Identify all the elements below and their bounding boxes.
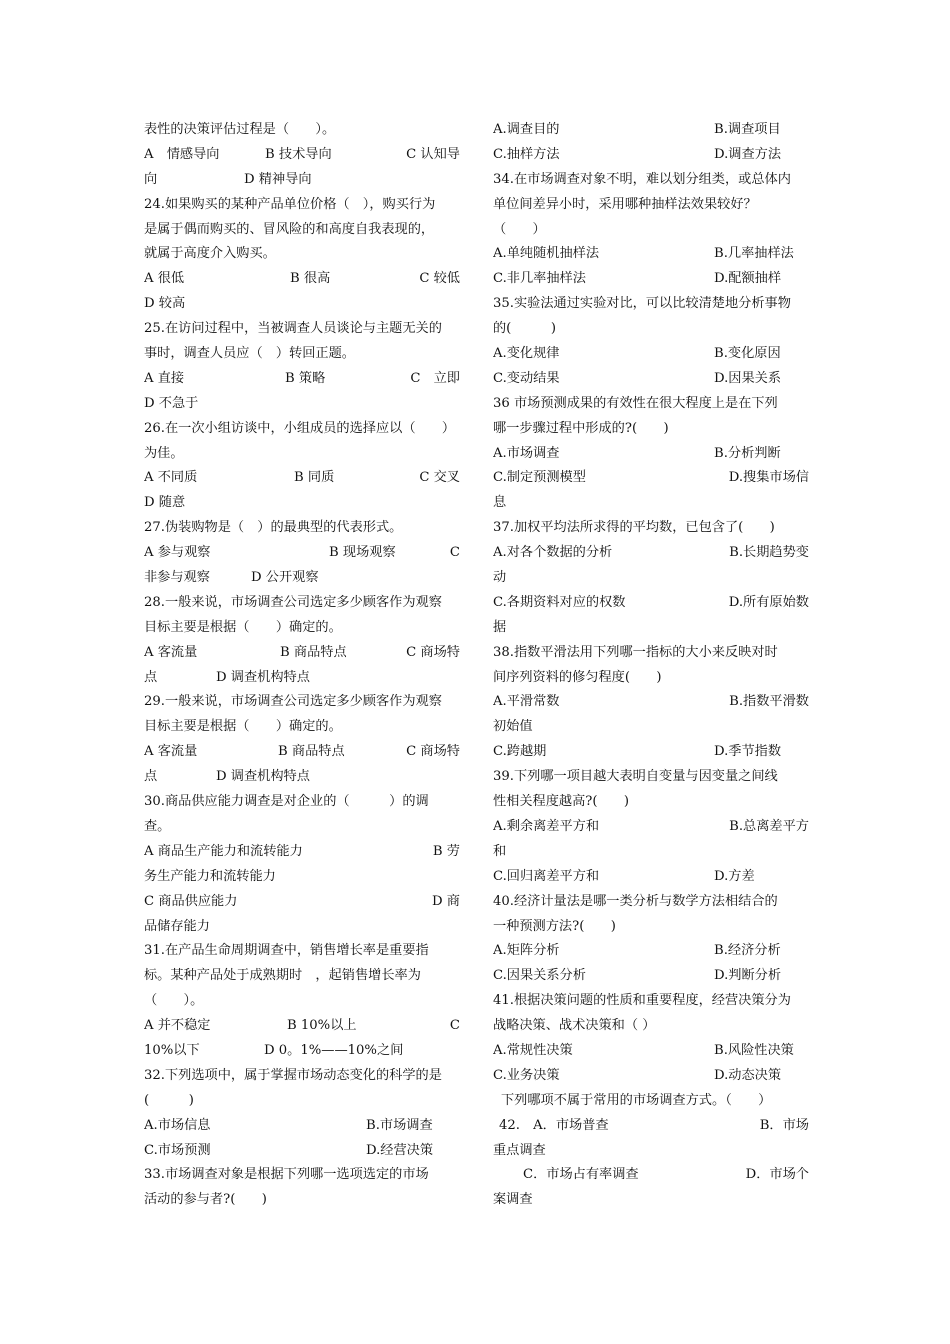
text-line: 38.指数平滑法用下列哪一指标的大小来反映对时 bbox=[493, 644, 778, 660]
options-line bbox=[493, 1163, 809, 1188]
text-line: （ ）。 bbox=[144, 993, 204, 1009]
options-line bbox=[493, 964, 809, 989]
option-a: 42. A．市场普查 bbox=[499, 1117, 609, 1133]
option-a: A.剩余离差平方和 bbox=[493, 818, 600, 834]
option-c: C.业务决策 bbox=[493, 1067, 560, 1083]
option-b: B.市场调查 bbox=[366, 1117, 433, 1133]
option-a: A.市场信息 bbox=[144, 1117, 211, 1133]
text-line: 哪一步骤过程中形成的?( ) bbox=[493, 420, 669, 436]
option-b: B 策略 bbox=[285, 370, 326, 386]
option-b: B 现场观察 bbox=[329, 545, 396, 561]
option-c: C 商场特 bbox=[406, 744, 460, 760]
options-line bbox=[493, 442, 809, 467]
option-c: C bbox=[449, 545, 460, 561]
option-b: B 同质 bbox=[294, 470, 335, 486]
text-line: 32.下列选项中，属于掌握市场动态变化的科学的是 bbox=[144, 1067, 442, 1083]
options-line bbox=[144, 1014, 460, 1039]
text-line: 务生产能力和流转能力 bbox=[144, 868, 276, 884]
options-line bbox=[144, 168, 460, 193]
text-line: 标。某种产品处于成熟期时 ，起销售增长率为 bbox=[144, 968, 421, 984]
text-line: 查。 bbox=[144, 818, 171, 834]
option-a: A.平滑常数 bbox=[493, 694, 560, 710]
text-line: 39.下列哪一项目越大表明自变量与因变量之间线 bbox=[493, 769, 778, 785]
text-line: 25.在访问过程中，当被调查人员谈论与主题无关的 bbox=[144, 321, 442, 337]
option-c: C bbox=[449, 1018, 460, 1034]
option-c: C.因果关系分析 bbox=[493, 968, 586, 984]
text-line: 37.加权平均法所求得的平均数，已包含了( ) bbox=[493, 520, 775, 536]
option-d: D.方差 bbox=[714, 868, 755, 884]
text-line: 下列哪项不属于常用的市场调查方式。（ ） bbox=[501, 1092, 772, 1108]
option-b: B.几率抽样法 bbox=[714, 246, 794, 262]
option-c: C 立即 bbox=[410, 370, 460, 386]
option-a: A.矩阵分析 bbox=[493, 943, 560, 959]
option-d: D.季节指数 bbox=[714, 744, 782, 760]
option-text: 点 bbox=[144, 669, 158, 685]
options-line bbox=[493, 690, 809, 715]
option-c: C.各期资料对应的权数 bbox=[493, 594, 626, 610]
option-d: D．市场个 bbox=[745, 1167, 809, 1183]
options-line bbox=[493, 118, 809, 143]
text-line: 事时，调查人员应（ ）转回正题。 bbox=[144, 346, 355, 362]
option-b: B 商品特点 bbox=[278, 744, 345, 760]
option-c: C.市场预测 bbox=[144, 1142, 211, 1158]
options-line bbox=[493, 342, 809, 367]
option-b: B.经济分析 bbox=[714, 943, 781, 959]
option-d: D.因果关系 bbox=[714, 370, 782, 386]
options-line bbox=[144, 890, 460, 915]
text-line: 重点调查 bbox=[493, 1142, 546, 1158]
text-line: 息 bbox=[493, 495, 507, 511]
option-a: A.单纯随机抽样法 bbox=[493, 246, 600, 262]
option-d: D 调查机构特点 bbox=[216, 769, 310, 785]
text-line: 单位间差异小时，采用哪种抽样法效果较好？ bbox=[493, 196, 757, 212]
option-a: A 客流量 bbox=[144, 744, 198, 760]
text-line: 29.一般来说，市场调查公司选定多少顾客作为观察 bbox=[144, 694, 442, 710]
option-c: C 认知导 bbox=[406, 146, 460, 162]
option-d: D.判断分析 bbox=[714, 968, 782, 984]
option-text: 10%以下 bbox=[144, 1042, 200, 1058]
option-d: D 公开观察 bbox=[251, 570, 319, 586]
option-c: C.抽样方法 bbox=[493, 146, 560, 162]
option-c: C 商场特 bbox=[406, 644, 460, 660]
text-line: 初始值 bbox=[493, 719, 533, 735]
option-a: A.调查目的 bbox=[493, 122, 560, 137]
option-text: 非参与观察 bbox=[144, 570, 210, 586]
text-line: 品储存能力 bbox=[144, 918, 210, 934]
options-line bbox=[493, 1039, 809, 1064]
text-line: 41.根据决策问题的性质和重要程度，经营决策分为 bbox=[493, 993, 791, 1009]
option-b: B 商品特点 bbox=[280, 644, 347, 660]
text-line: 战略决策、战术决策和（ ） bbox=[493, 1018, 656, 1034]
options-line bbox=[144, 367, 460, 392]
text-line: 28.一般来说，市场调查公司选定多少顾客作为观察 bbox=[144, 594, 442, 610]
option-a: A 直接 bbox=[144, 370, 185, 386]
text-line: 24.如果购买的某种产品单位价格（ ），购买行为 bbox=[144, 196, 436, 212]
text-line: 的( ) bbox=[493, 321, 557, 337]
option-b: B 劳 bbox=[432, 843, 460, 859]
option-c: C.变动结果 bbox=[493, 370, 560, 386]
option-a: A.市场调查 bbox=[493, 445, 560, 461]
options-line bbox=[493, 1114, 809, 1139]
text-line: 间序列资料的修匀程度( ) bbox=[493, 669, 662, 685]
options-line bbox=[144, 840, 460, 865]
options-line bbox=[144, 267, 460, 292]
text-line: 据 bbox=[493, 619, 507, 635]
text-line: 动 bbox=[493, 570, 507, 586]
options-line bbox=[493, 740, 809, 765]
option-d: D.调查方法 bbox=[714, 146, 782, 162]
option-b: B 10%以上 bbox=[287, 1018, 357, 1034]
option-a: A.常规性决策 bbox=[493, 1042, 573, 1058]
options-line bbox=[144, 1114, 460, 1139]
text-line: D 随意 bbox=[144, 495, 186, 511]
option-d: D.所有原始数 bbox=[728, 594, 809, 610]
options-line bbox=[144, 566, 460, 591]
option-c: C.非几率抽样法 bbox=[493, 271, 586, 287]
option-a: A 商品生产能力和流转能力 bbox=[144, 843, 303, 859]
options-line bbox=[493, 143, 809, 168]
options-line bbox=[493, 815, 809, 840]
option-d: D 精神导向 bbox=[244, 171, 312, 187]
option-a: A 很低 bbox=[144, 271, 185, 287]
option-b: B.调查项目 bbox=[714, 122, 781, 137]
left-column bbox=[144, 118, 460, 1213]
text-line: 27.伪装购物是（ ）的最典型的代表形式。 bbox=[144, 520, 403, 536]
text-line: 性相关程度越高?( ) bbox=[493, 794, 630, 810]
text-line: D 不急于 bbox=[144, 395, 199, 411]
options-line bbox=[493, 466, 809, 491]
text-line: 和 bbox=[493, 843, 507, 859]
option-d: D.配额抽样 bbox=[714, 271, 782, 287]
options-line bbox=[493, 367, 809, 392]
option-c: C．市场占有率调查 bbox=[523, 1167, 639, 1183]
option-text: 点 bbox=[144, 769, 158, 785]
options-line bbox=[144, 541, 460, 566]
option-a: A 不同质 bbox=[144, 470, 198, 486]
option-d: D 商 bbox=[432, 893, 460, 909]
option-b: B 技术导向 bbox=[265, 146, 332, 162]
option-d: D 调查机构特点 bbox=[216, 669, 310, 685]
options-line bbox=[144, 466, 460, 491]
text-line: D 较高 bbox=[144, 296, 186, 312]
option-a: A.对各个数据的分析 bbox=[493, 545, 613, 561]
text-line: 就属于高度介入购买。 bbox=[144, 246, 276, 262]
option-b: B 很高 bbox=[290, 271, 331, 287]
option-d: D.搜集市场信 bbox=[728, 470, 809, 486]
text-line: 26.在一次小组访谈中，小组成员的选择应以（ ） bbox=[144, 420, 456, 436]
text-line: 35.实验法通过实验对比，可以比较清楚地分析事物 bbox=[493, 296, 791, 312]
option-d: D.经营决策 bbox=[366, 1142, 434, 1158]
option-a: A 并不稳定 bbox=[144, 1018, 211, 1034]
option-d: D.动态决策 bbox=[714, 1067, 782, 1083]
options-line bbox=[493, 1064, 809, 1089]
options-line bbox=[144, 765, 460, 790]
options-line bbox=[144, 666, 460, 691]
right-column bbox=[493, 118, 809, 1213]
option-a: A 客流量 bbox=[144, 644, 198, 660]
text-line: 33.市场调查对象是根据下列哪一选项选定的市场 bbox=[144, 1167, 429, 1183]
options-line bbox=[144, 1139, 460, 1164]
option-c: C 交叉 bbox=[419, 470, 460, 486]
options-line bbox=[493, 242, 809, 267]
option-b: B.变化原因 bbox=[714, 346, 781, 362]
options-line bbox=[493, 267, 809, 292]
option-a: A.变化规律 bbox=[493, 346, 560, 362]
option-a: A 情感导向 bbox=[144, 146, 220, 162]
option-b: B.指数平滑数 bbox=[729, 694, 809, 710]
options-line bbox=[144, 1039, 460, 1064]
text-line: 一种预测方法?( ) bbox=[493, 918, 616, 934]
options-line bbox=[144, 740, 460, 765]
option-c: C.跨越期 bbox=[493, 744, 547, 760]
text-line: 活动的参与者?( ) bbox=[144, 1192, 267, 1208]
text-line: 31.在产品生命周期调查中，销售增长率是重要指 bbox=[144, 943, 429, 959]
text-line: 为佳。 bbox=[144, 445, 184, 461]
text-line: 34.在市场调查对象不明，难以划分组类，或总体内 bbox=[493, 171, 791, 187]
text-line: 36 市场预测成果的有效性在很大程度上是在下列 bbox=[493, 395, 778, 411]
text-line: 目标主要是根据（ ）确定的。 bbox=[144, 719, 342, 735]
options-line bbox=[144, 641, 460, 666]
text-line: 表性的决策评估过程是（ ）。 bbox=[144, 122, 336, 137]
text-line: 40.经济计量法是哪一类分析与数学方法相结合的 bbox=[493, 893, 778, 909]
options-line bbox=[493, 865, 809, 890]
option-b: B.风险性决策 bbox=[714, 1042, 794, 1058]
option-d: D 0。1%——10%之间 bbox=[264, 1042, 404, 1058]
option-a: A 参与观察 bbox=[144, 545, 211, 561]
option-c: C.制定预测模型 bbox=[493, 470, 586, 486]
options-line bbox=[144, 143, 460, 168]
text-line: 目标主要是根据（ ）确定的。 bbox=[144, 619, 342, 635]
option-b: B.分析判断 bbox=[714, 445, 781, 461]
option-b: B．市场 bbox=[759, 1117, 809, 1133]
text-line: （ ） bbox=[493, 221, 546, 237]
text-line: 是属于偶而购买的、冒风险的和高度自我表现的， bbox=[144, 221, 435, 237]
text-line: 案调查 bbox=[493, 1192, 533, 1208]
text-line: ( ) bbox=[144, 1092, 194, 1108]
options-line bbox=[493, 591, 809, 616]
option-c: C 较低 bbox=[419, 271, 460, 287]
option-b: B.长期趋势变 bbox=[729, 545, 809, 561]
option-c: C.回归离差平方和 bbox=[493, 868, 600, 884]
option-c: C 商品供应能力 bbox=[144, 893, 238, 909]
options-line bbox=[493, 541, 809, 566]
text-line: 30.商品供应能力调查是对企业的（ ）的调 bbox=[144, 794, 429, 810]
options-line bbox=[493, 939, 809, 964]
option-text: 向 bbox=[144, 171, 158, 187]
option-b: B.总离差平方 bbox=[729, 818, 809, 834]
